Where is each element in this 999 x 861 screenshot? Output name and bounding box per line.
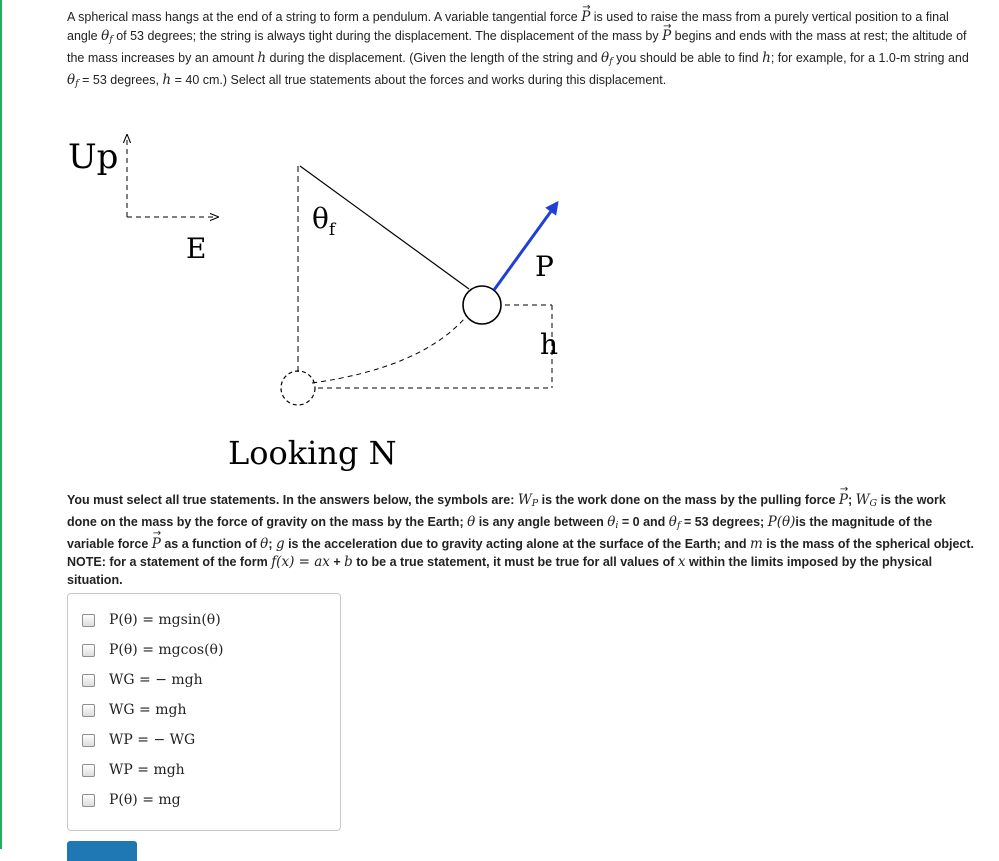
text-run: = 53 degrees; — [680, 515, 768, 529]
text-run: is the work done on the mass by the force of gravity on the mass by the Earth; — [67, 493, 946, 529]
math-symbol: → P — [839, 491, 848, 509]
text-run: + — [329, 555, 345, 569]
math-symbol: → P — [581, 8, 590, 27]
math-symbol: → P — [662, 27, 671, 46]
choice-label: WP = mgh — [109, 762, 185, 778]
math-symbol: → P — [152, 535, 161, 553]
pendulum-diagram — [60, 118, 620, 478]
math-symbol: θf — [601, 50, 613, 67]
final-mass — [463, 286, 501, 324]
choice-label: WP = − WG — [109, 732, 196, 748]
text-run: begins and ends with the mass at rest; the altitude of the mass increases by an amount — [67, 29, 967, 65]
math-symbol: θf — [67, 72, 79, 89]
answer-choice[interactable] — [82, 730, 195, 750]
text-run: = 40 cm.) Select all true statements about the forces and works during this displacement. — [171, 73, 667, 87]
answer-choice[interactable] — [82, 610, 221, 630]
choice-label: P(θ) = mgcos(θ) — [109, 642, 224, 658]
east-label: E — [186, 232, 207, 265]
force-label: P — [535, 250, 554, 283]
theta-label: $\theta_f$ — [312, 202, 336, 240]
math-symbol: b — [344, 554, 353, 570]
text-run: is the work done on the mass by the pulling force — [538, 493, 839, 507]
answer-choice[interactable] — [82, 700, 186, 720]
text-run: ; for example, for a 1.0-m string and — [770, 51, 969, 65]
text-run: = 53 degrees, — [78, 73, 163, 87]
text-run: of 53 degrees; the string is always tight during the displacement. The displacement of the mass by — [112, 29, 663, 43]
math-symbol: m — [750, 536, 763, 552]
choice-checkbox[interactable] — [82, 704, 95, 717]
answer-choice[interactable] — [82, 790, 181, 810]
text-run: is the magnitude of the variable force — [67, 515, 933, 551]
math-symbol: g — [275, 536, 285, 552]
choice-checkbox[interactable] — [82, 734, 95, 747]
text-run: You must select all true statements. In the answers below, the symbols are: — [67, 493, 518, 507]
instructions-text — [67, 491, 977, 589]
answer-choice[interactable] — [82, 760, 185, 780]
text-run: is the mass of the spherical object. NOTE: for a statement of the form — [67, 537, 974, 569]
choice-label: WG = mgh — [109, 702, 187, 718]
choice-label: P(θ) = mg — [109, 792, 181, 808]
math-symbol: P(θ) — [767, 514, 796, 530]
text-run: you should be able to find — [612, 51, 763, 65]
left-accent-bar — [0, 0, 2, 849]
answer-choice[interactable] — [82, 640, 223, 660]
answer-choice[interactable] — [82, 670, 203, 690]
text-run: is any angle between — [475, 515, 608, 529]
math-symbol: θf — [101, 28, 113, 45]
submit-button[interactable] — [67, 841, 137, 861]
choice-checkbox[interactable] — [82, 614, 95, 627]
text-run: ; — [847, 493, 856, 507]
math-symbol: WP — [517, 492, 539, 509]
text-run: is the acceleration due to gravity acting alone at the surface of the Earth; and — [284, 537, 750, 551]
view-caption: Looking N — [228, 434, 397, 472]
math-symbol: WG — [855, 492, 878, 509]
text-run: as a function of — [160, 537, 261, 551]
choice-checkbox[interactable] — [82, 674, 95, 687]
text-run: is used to raise the mass from a purely vertical position to a final angle — [67, 10, 949, 43]
choice-checkbox[interactable] — [82, 644, 95, 657]
swing-path — [312, 318, 465, 383]
text-run: ; — [268, 537, 276, 551]
text-run: = 0 and — [618, 515, 669, 529]
choice-label: WG = − mgh — [109, 672, 203, 688]
text-run: A spherical mass hangs at the end of a string to form a pendulum. A variable tangential force — [67, 10, 582, 24]
answer-choices — [67, 593, 341, 831]
math-symbol: θ — [260, 536, 269, 552]
math-symbol: θ — [467, 514, 476, 530]
math-symbol: x — [677, 554, 686, 570]
math-symbol: h — [162, 72, 172, 88]
text-run: during the displacement. (Given the length of the string and — [266, 51, 602, 65]
math-symbol: h — [762, 50, 771, 66]
question-text — [67, 8, 977, 93]
text-run: to be a true statement, it must be true for all values of — [352, 555, 678, 569]
math-symbol: θf — [668, 514, 681, 531]
text-run: within the limits imposed by the physical situation. — [67, 555, 933, 587]
choice-checkbox[interactable] — [82, 794, 95, 807]
choice-label: P(θ) = mgsin(θ) — [109, 612, 221, 628]
math-symbol: θi — [607, 514, 619, 531]
math-symbol: h — [257, 50, 267, 66]
initial-mass-position — [281, 371, 315, 405]
height-label: h — [540, 328, 559, 361]
choice-checkbox[interactable] — [82, 764, 95, 777]
up-label: Up — [68, 137, 119, 177]
math-symbol: f(x) = ax — [271, 554, 330, 570]
